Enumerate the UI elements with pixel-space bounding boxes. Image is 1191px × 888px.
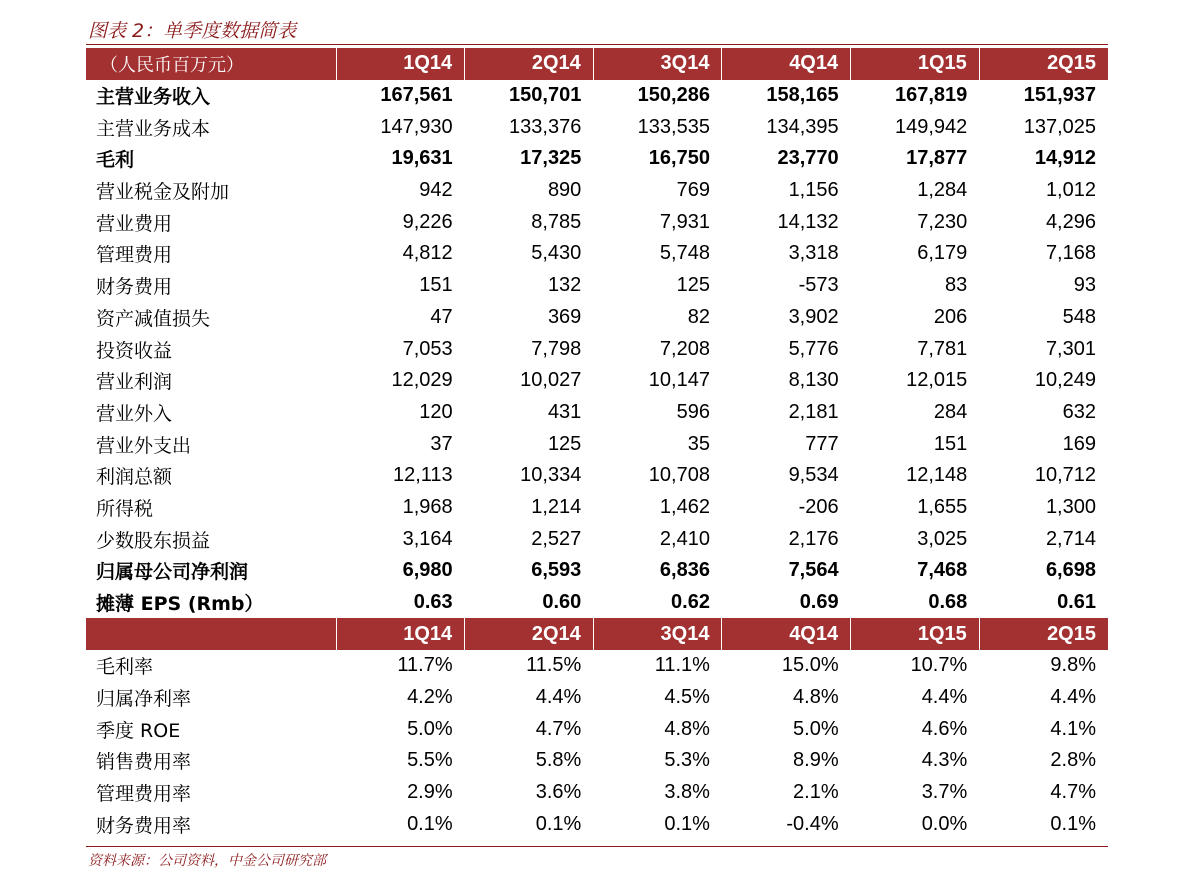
table-row bbox=[86, 555, 1108, 587]
table-cell: 2,714 bbox=[1045, 527, 1096, 550]
table-cell: 1,214 bbox=[531, 495, 582, 518]
table-cell: 1,156 bbox=[788, 179, 839, 202]
column-header-2q14: 2Q14 bbox=[465, 618, 594, 650]
table-row bbox=[86, 777, 1108, 809]
table-cell: 596 bbox=[676, 400, 710, 423]
table-cell: 9.8% bbox=[1050, 654, 1096, 677]
table-cell: 167,819 bbox=[894, 84, 968, 107]
row-label: 毛利率 bbox=[96, 656, 154, 679]
table-cell: 147,930 bbox=[380, 115, 453, 138]
table-cell: 5,748 bbox=[659, 242, 710, 265]
unit-label: （人民币百万元） bbox=[86, 48, 336, 80]
table-cell: 5.0% bbox=[793, 717, 839, 740]
table-cell: 369 bbox=[547, 305, 582, 328]
row-label: 归属净利率 bbox=[96, 688, 192, 711]
column-header-1q15: 1Q15 bbox=[851, 48, 980, 80]
row-label: 毛利 bbox=[96, 149, 135, 172]
table-cell: 6,836 bbox=[659, 559, 710, 582]
table-row bbox=[86, 270, 1108, 302]
table-cell: 1,968 bbox=[402, 495, 453, 518]
table-cell: 149,942 bbox=[894, 115, 968, 138]
table-cell: 7,230 bbox=[917, 210, 968, 233]
table-cell: 2,410 bbox=[659, 527, 710, 550]
row-label: 季度 ROE bbox=[96, 719, 181, 742]
table-cell: 167,561 bbox=[380, 84, 453, 107]
table-cell: 10,712 bbox=[1034, 464, 1096, 487]
column-header-1q15: 1Q15 bbox=[851, 618, 980, 650]
table-cell: 17,325 bbox=[520, 147, 582, 170]
table-cell: 7,168 bbox=[1045, 242, 1096, 265]
table-cell: 3,025 bbox=[917, 527, 968, 550]
table-cell: 7,468 bbox=[917, 559, 968, 582]
table-cell: 10,147 bbox=[648, 369, 710, 392]
table-cell: 12,029 bbox=[391, 369, 453, 392]
table-cell: 12,148 bbox=[906, 464, 968, 487]
table-cell: 8.9% bbox=[793, 749, 839, 772]
table-cell: 19,631 bbox=[391, 147, 453, 170]
table-cell: 2.1% bbox=[793, 781, 839, 804]
table-row bbox=[86, 428, 1108, 460]
table-cell: 206 bbox=[933, 305, 968, 328]
column-header-3q14: 3Q14 bbox=[593, 618, 722, 650]
table-cell: 9,226 bbox=[402, 210, 453, 233]
table-cell: 3.6% bbox=[535, 781, 582, 804]
table-cell: -0.4% bbox=[786, 812, 839, 835]
table-cell: 2.9% bbox=[407, 781, 453, 804]
table-cell: 4.2% bbox=[407, 686, 453, 709]
table-cell: 3,164 bbox=[402, 527, 453, 550]
table-cell: 137,025 bbox=[1023, 115, 1096, 138]
table-cell: 942 bbox=[419, 179, 453, 202]
column-header-1q14: 1Q14 bbox=[336, 48, 465, 80]
table-cell: 37 bbox=[430, 432, 453, 455]
table-cell: 83 bbox=[945, 274, 968, 297]
table-cell: 10,334 bbox=[520, 464, 582, 487]
table-cell: 890 bbox=[547, 179, 582, 202]
source-note: 资料来源：公司资料，中金公司研究部 bbox=[88, 853, 326, 869]
table-cell: 5.5% bbox=[407, 749, 453, 772]
table-row bbox=[86, 302, 1108, 334]
table-row bbox=[86, 143, 1108, 175]
table-cell: 7,301 bbox=[1045, 337, 1096, 360]
table-cell: 151 bbox=[419, 274, 453, 297]
table-cell: 82 bbox=[687, 305, 710, 328]
row-label: 营业费用 bbox=[96, 212, 173, 235]
table-cell: 0.60 bbox=[542, 591, 582, 614]
table-cell: 2,181 bbox=[788, 400, 839, 423]
column-header-3q14: 3Q14 bbox=[593, 48, 722, 80]
table-cell: 7,798 bbox=[531, 337, 582, 360]
table-row bbox=[86, 238, 1108, 270]
table-cell: 14,132 bbox=[777, 210, 839, 233]
table-row bbox=[86, 745, 1108, 777]
table-cell: 7,053 bbox=[402, 337, 453, 360]
table-cell: 4.6% bbox=[921, 717, 968, 740]
table-cell: 1,462 bbox=[659, 495, 710, 518]
table-row bbox=[86, 682, 1108, 714]
bottom-divider bbox=[86, 846, 1108, 847]
table-cell: 5,430 bbox=[531, 242, 582, 265]
row-label: 所得税 bbox=[96, 497, 154, 520]
table-cell: 16,750 bbox=[648, 147, 710, 170]
table-cell: 3,902 bbox=[788, 305, 839, 328]
table-cell: 8,785 bbox=[531, 210, 582, 233]
row-label: 财务费用率 bbox=[96, 814, 192, 837]
table-cell: 0.0% bbox=[921, 812, 968, 835]
table-cell: 0.1% bbox=[535, 812, 582, 835]
table-cell: 284 bbox=[933, 400, 968, 423]
table-cell: 12,113 bbox=[392, 464, 453, 487]
table-cell: 125 bbox=[676, 274, 710, 297]
table-cell: 3.7% bbox=[921, 781, 968, 804]
column-header-2q15: 2Q15 bbox=[979, 48, 1108, 80]
table-cell: 7,931 bbox=[659, 210, 710, 233]
table-cell: 11.7% bbox=[397, 654, 453, 677]
table-cell: 150,286 bbox=[637, 84, 710, 107]
table-cell: 35 bbox=[687, 432, 710, 455]
top-divider bbox=[86, 44, 1108, 45]
row-label: 利润总额 bbox=[96, 466, 173, 489]
table-row bbox=[86, 492, 1108, 524]
row-label: 财务费用 bbox=[96, 276, 173, 299]
column-header-4q14: 4Q14 bbox=[722, 618, 851, 650]
row-label: 营业利润 bbox=[96, 371, 173, 394]
table-cell: 7,208 bbox=[659, 337, 710, 360]
column-header-4q14: 4Q14 bbox=[722, 48, 851, 80]
table-cell: 7,781 bbox=[917, 337, 968, 360]
table-cell: 10,708 bbox=[648, 464, 710, 487]
figure-caption: 图表 2：单季度数据简表 bbox=[88, 20, 297, 42]
row-label: 销售费用率 bbox=[96, 751, 192, 774]
table-cell: 151 bbox=[933, 432, 968, 455]
table-cell: 1,655 bbox=[917, 495, 968, 518]
table-cell: 0.1% bbox=[1050, 812, 1096, 835]
table-cell: 0.62 bbox=[671, 591, 710, 614]
ratio-header-row bbox=[86, 618, 1108, 650]
table-cell: -573 bbox=[798, 274, 839, 297]
table-cell: 4.7% bbox=[1050, 781, 1096, 804]
table-cell: 11.5% bbox=[526, 654, 582, 677]
column-header-1q14: 1Q14 bbox=[336, 618, 465, 650]
table-cell: 134,395 bbox=[766, 115, 839, 138]
row-label: 主营业务收入 bbox=[96, 86, 211, 109]
table-cell: 5.0% bbox=[407, 717, 453, 740]
row-label: 管理费用率 bbox=[96, 783, 192, 806]
table-cell: 4.4% bbox=[535, 686, 582, 709]
table-cell: 151,937 bbox=[1023, 84, 1096, 107]
row-label: 摊薄 EPS (Rmb） bbox=[96, 593, 264, 616]
table-cell: 4.4% bbox=[1050, 686, 1096, 709]
row-label: 营业外支出 bbox=[96, 434, 192, 457]
table-cell: 4.8% bbox=[793, 686, 839, 709]
unit-label bbox=[86, 618, 336, 650]
table-cell: 548 bbox=[1062, 305, 1096, 328]
table-cell: 4.1% bbox=[1050, 717, 1096, 740]
table-cell: 8,130 bbox=[788, 369, 839, 392]
table-cell: 120 bbox=[419, 400, 453, 423]
table-cell: 7,564 bbox=[788, 559, 839, 582]
table-cell: 47 bbox=[430, 305, 453, 328]
table-cell: 133,376 bbox=[509, 115, 582, 138]
row-label: 少数股东损益 bbox=[96, 529, 211, 552]
table-row bbox=[86, 206, 1108, 238]
table-row bbox=[86, 80, 1108, 112]
table-row bbox=[86, 365, 1108, 397]
row-label: 管理费用 bbox=[96, 244, 173, 267]
table-cell: 0.1% bbox=[407, 812, 453, 835]
table-cell: 1,012 bbox=[1045, 179, 1096, 202]
table-cell: 5.8% bbox=[535, 749, 582, 772]
table-row bbox=[86, 713, 1108, 745]
table-cell: 6,179 bbox=[917, 242, 968, 265]
table-cell: 6,698 bbox=[1045, 559, 1096, 582]
table-row bbox=[86, 587, 1108, 619]
table-cell: 169 bbox=[1062, 432, 1096, 455]
column-header-2q14: 2Q14 bbox=[465, 48, 594, 80]
table-cell: 2,527 bbox=[531, 527, 582, 550]
table-cell: 17,877 bbox=[906, 147, 968, 170]
table-row bbox=[86, 397, 1108, 429]
table-cell: 4.5% bbox=[664, 686, 710, 709]
table-row bbox=[86, 460, 1108, 492]
table-cell: 133,535 bbox=[637, 115, 710, 138]
row-label: 投资收益 bbox=[96, 339, 173, 362]
table-cell: 4.8% bbox=[664, 717, 710, 740]
table-cell: 6,593 bbox=[531, 559, 582, 582]
table-cell: 93 bbox=[1073, 274, 1096, 297]
table-cell: 14,912 bbox=[1034, 147, 1096, 170]
table-cell: 0.1% bbox=[664, 812, 710, 835]
financial-table bbox=[86, 48, 1108, 840]
table-cell: 12,015 bbox=[906, 369, 968, 392]
table-row bbox=[86, 650, 1108, 682]
row-label: 主营业务成本 bbox=[96, 117, 211, 140]
table-cell: 2,176 bbox=[788, 527, 839, 550]
table-cell: 1,300 bbox=[1045, 495, 1096, 518]
table-cell: 10.7% bbox=[910, 654, 968, 677]
table-cell: 4.4% bbox=[921, 686, 968, 709]
table-row bbox=[86, 333, 1108, 365]
table-cell: 1,284 bbox=[917, 179, 968, 202]
table-row bbox=[86, 523, 1108, 555]
table-cell: 150,701 bbox=[509, 84, 582, 107]
row-label: 营业税金及附加 bbox=[96, 181, 230, 204]
table-cell: -206 bbox=[798, 495, 839, 518]
table-cell: 4,812 bbox=[402, 242, 453, 265]
table-row bbox=[86, 175, 1108, 207]
table-cell: 132 bbox=[547, 274, 582, 297]
table-cell: 0.63 bbox=[413, 591, 453, 614]
table-cell: 5.3% bbox=[664, 749, 710, 772]
table-cell: 4,296 bbox=[1045, 210, 1096, 233]
table-row bbox=[86, 809, 1108, 841]
table-row bbox=[86, 111, 1108, 143]
row-label: 资产减值损失 bbox=[96, 307, 211, 330]
table-cell: 11.1% bbox=[654, 654, 710, 677]
table-cell: 23,770 bbox=[777, 147, 839, 170]
table-cell: 632 bbox=[1062, 400, 1096, 423]
column-header-2q15: 2Q15 bbox=[979, 618, 1108, 650]
row-label: 归属母公司净利润 bbox=[96, 561, 249, 584]
table-cell: 9,534 bbox=[788, 464, 839, 487]
table-cell: 0.68 bbox=[928, 591, 968, 614]
table-cell: 158,165 bbox=[766, 84, 839, 107]
table-cell: 777 bbox=[805, 432, 839, 455]
table-cell: 6,980 bbox=[402, 559, 453, 582]
table-cell: 769 bbox=[676, 179, 710, 202]
table-cell: 15.0% bbox=[781, 654, 839, 677]
table-cell: 4.3% bbox=[921, 749, 968, 772]
table-cell: 125 bbox=[547, 432, 582, 455]
table-cell: 0.61 bbox=[1057, 591, 1096, 614]
table-cell: 3.8% bbox=[664, 781, 710, 804]
table-cell: 431 bbox=[547, 400, 582, 423]
table-cell: 5,776 bbox=[788, 337, 839, 360]
table-cell: 0.69 bbox=[799, 591, 839, 614]
table-cell: 4.7% bbox=[535, 717, 582, 740]
row-label: 营业外入 bbox=[96, 402, 173, 425]
table-cell: 10,249 bbox=[1034, 369, 1096, 392]
table-cell: 3,318 bbox=[788, 242, 839, 265]
table-header-row bbox=[86, 48, 1108, 80]
table-cell: 10,027 bbox=[520, 369, 582, 392]
table-cell: 2.8% bbox=[1050, 749, 1096, 772]
